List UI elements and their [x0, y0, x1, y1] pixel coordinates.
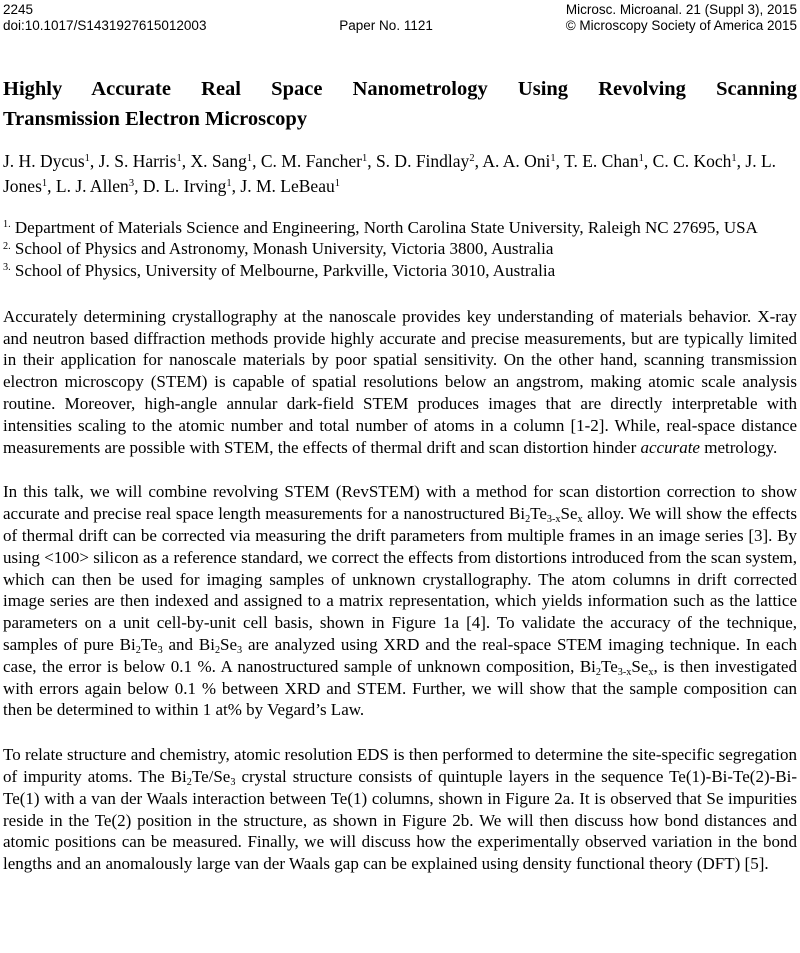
paper-number: Paper No. 1121 — [339, 18, 433, 33]
affiliation-3: $^{3.}$ School of Physics, University of Melbourne, Parkville, Victoria 3010, Australia — [3, 261, 556, 281]
paper-title-line-1: Highly Accurate Real Space Nanometrology Using Revolving Scanning — [3, 78, 797, 100]
header-right — [566, 2, 797, 34]
copyright-notice: © Microscopy Society of America 2015 — [565, 18, 797, 33]
doi: doi:10.1017/S1431927615012003 — [3, 18, 207, 33]
header-center — [339, 2, 433, 34]
abstract-paragraph-3: To relate structure and chemistry, atomic resolution EDS is then performed to determine the site-specific segregation of impurity atoms. The Bi2Te/Se3 crystal structure consists of quintuple layers in the sequence Te(1)-Bi-Te(2)-Bi-Te(1) with a van der Waals interaction between Te(1) columns, shown in Figure 2a. It is observed that Se impurities reside in the Te(2) position in the structure, as shown in Figure 2b. We will then discuss how bond distances and atomic positions can be measured. Finally, we will discuss how the experimentally observed variation in the bond lengths and an anomalously large van der Waals gap can be explained using density functional theory (DFT) [5]. — [3, 745, 797, 874]
abstract-paragraph-2: In this talk, we will combine revolving STEM (RevSTEM) with a method for scan distortion correction to show accurate and precise real space length measurements for a nanostructured Bi2Te3-xSex alloy. We will show the effects of thermal drift can be corrected via measuring the drift parameters from multiple frames in an image series [3]. By using <100> silicon as a reference standard, we correct the effects from distortions introduced from the scan system, which can then be used for imaging samples of unknown crystallography. The atom columns in drift corrected image series are then indexed and assigned to a matrix representation, which yields information such as the lattice parameters on a unit cell-by-unit cell basis, shown in Figure 1a [4]. To validate the accuracy of the technique, samples of pure Bi2Te3 and Bi2Se3 are analyzed using XRD and the real-space STEM imaging technique. In each case, the error is below 0.1 %. A nanostructured sample of unknown composition, Bi2Te3-xSex, is then investigated with errors again below 0.1 % between XRD and STEM. Further, we will show that the sample composition can then be determined to within 1 at% by Vegard’s Law. — [3, 482, 797, 720]
journal-reference: Microsc. Microanal. 21 (Suppl 3), 2015 — [565, 2, 797, 17]
affiliation-list — [3, 217, 797, 282]
author-list: J. H. Dycus$^1$, J. S. Harris$^1$, X. Sang$^1$, C. M. Fancher$^1$, S. D. Findlay$^2$, A. A. Oni$^1$, T. E. Chan$^1$, C. C. Koch$^1$, J. L. Jones$^1$, L. J. Allen$^3$, D. L. Irving$^1$, J. M. LeBeau$^1$ — [3, 151, 777, 196]
paper-title — [3, 74, 797, 134]
paper-title-line-2: Transmission Electron Microscopy — [3, 108, 308, 130]
header-spacer — [339, 2, 433, 18]
affiliation-2: $^{2.}$ School of Physics and Astronomy, Monash University, Victoria 3800, Australia — [3, 239, 554, 259]
abstract-paragraph-1: Accurately determining crystallography at the nanoscale provides key understanding of materials behavior. X-ray and neutron based diffraction methods provide highly accurate and precise measurements, but are typically limited in their application for nanoscale materials by poor spatial sensitivity. On the other hand, scanning transmission electron microscopy (STEM) is capable of spatial resolutions below an angstrom, making atomic scale analysis routine. Moreover, high-angle annular dark-field STEM produces images that are directly interpretable with intensities scaling to the atomic number and total number of atoms in a column [1-2]. While, real-space distance measurements are possible with STEM, the effects of thermal drift and scan distortion hinder accurate metrology. — [3, 306, 797, 457]
page-header — [3, 2, 797, 34]
header-left — [3, 2, 206, 34]
affiliation-1: $^{1.}$ Department of Materials Science and Engineering, North Carolina State University, Raleigh NC 27695, USA — [3, 217, 758, 237]
page-number: 2245 — [3, 2, 34, 17]
